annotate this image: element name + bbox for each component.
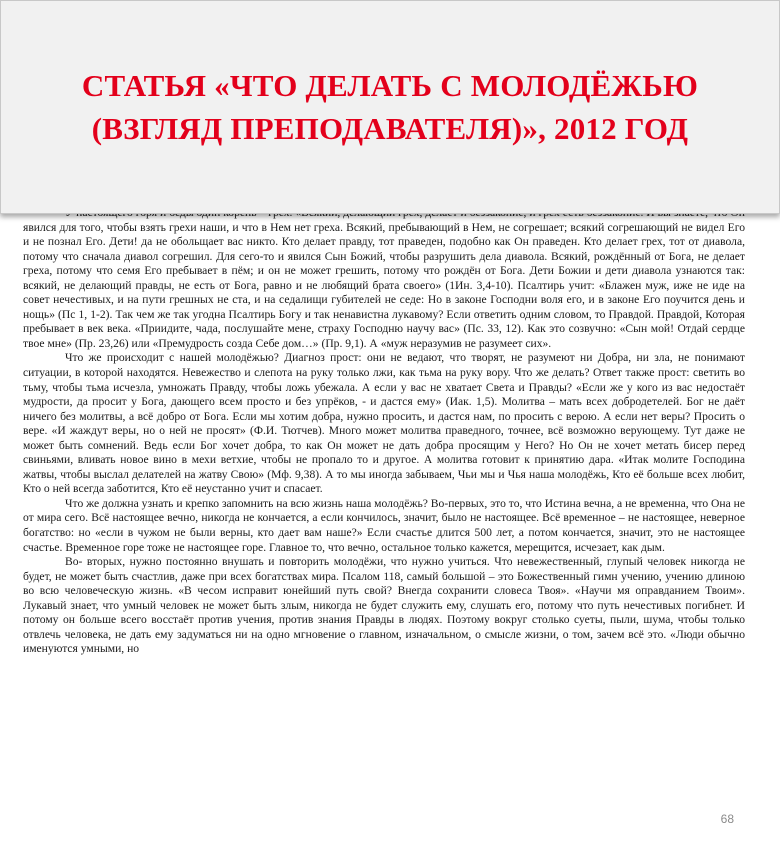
article-paragraph-4: Во- вторых, нужно постоянно внушать и повторить молодёжи, что нужно учиться. Что невежественный, глупый человек никогда не будет, не может быть счастлив, даже при всех богатствах мира. Псалом 118, самый большой – это Божественный гимн учению, учению длиною во всю человеческую жизнь. «В чесом исправит юнейший путь свой? Внегда сохранити словеса Твоя». «Научи мя оправданием Твоим». Лукавый знает, что умный человек не может быть злым, никогда не будет служить ему, слушать его, потому что путь нечестивых погибнет. И потому он больше всего восстаёт против учения, против знания Правды в людях. Поэтому вокруг столько суеты, пыли, шума, чтобы только отвлечь человека, не дать ему задуматься ни на одно мгновение о главном, изначальном, о смысле жизни, о том, зачем всё это. «Люди обычно именуются умными, но bbox=[23, 555, 745, 656]
slide-title-line-2: (ВЗГЛЯД ПРЕПОДАВАТЕЛЯ)», 2012 ГОД bbox=[91, 111, 689, 146]
article-paragraph-1: явился для того, чтобы взять грехи наши, и что в Нем нет греха. Всякий, пребывающий в Нем, не согрешает; всякий согрешающий не видел Его и не познал Его. Дети! да не обольщает вас никто. Кто делает правду, тот праведен, подобно как Он праведен. Кто делает грех, тот от диавола, потому что сначала диавол согрешил. Для сего-то и явился Сын Божий, чтобы разрушить дела диавола. Всякий, рождённый от Бога, не делает греха, потому что семя Его пребывает в пём; и он не может грешить, потому что рождён от Бога. Дети Божии и дети диавола узнаются так: всякий, не делающий правды, не есть от Бога, равно и не любящий брата своего» (1Ин. 3,4-10). Псалтирь учит: «Блажен муж, иже не иде на совет нечестивых, и на пути грешных не ста, и на седалищи губителей не седе: Но в законе Господни воля его, и в законе Его поучится день и нощь» (Пс 1, 1-2). Так чем же так угодна Псалтирь Богу и так ненавистна лукавому? Если ответить одним словом, то Правдой. Правдой, Которая пребывает в век века. «Приидите, чада, послушайте мене, страху Господню научу вас» (Пс. 33, 12). Как это созвучно: «Сын мой! Отдай сердце твое мне» (Пр. 23,26) или «Премудрость созда Себе дом…» (Пр. 9,1). А «муж неразумив не разумеет сих». bbox=[23, 220, 745, 350]
page-number: 68 bbox=[720, 812, 734, 826]
slide-title-line-1: СТАТЬЯ «ЧТО ДЕЛАТЬ С МОЛОДЁЖЬЮ bbox=[81, 68, 699, 103]
article-paragraph-2: Что же происходит с нашей молодёжью? Диагноз прост: они не ведают, что творят, не разумеют ни Добра, ни зла, не понимают ситуации, в которой находятся. Невежество и слепота на руку только лжи, как тьма на руку вору. Что же делать? Ответ также прост: светить во тьму, чтобы тьма исчезла, умножать Правду, чтобы ложь убежала. А если у вас не хватает Света и Правды? «Если же у кого из вас недостаёт мудрости, да просит у Бога, дающего всем просто и без упрёков, - и дастся ему» (Иак. 1,5). Молитва – мать всех добродетелей. Бог не даёт ничего без молитвы, а всё добро от Бога. Если мы хотим добра, нужно просить, и дастся нам, по просить с верою. А если нет веры? Просить о вере. «И жаждут веры, но о ней не просят» (Ф.И. Тютчев). Много может молитва праведного, точнее, всё возможно верующему. Тут даже не может быть сомнений. Ведь если Бог хочет добра, то как Он может не дать добра просящим у Него? Но Он не хочет метать бисер перед свиньями, вливать новое вино в мехи ветхие, чтобы не пропало то и другое. А молитва готовит к принятию дара. «Итак молите Господина жатвы, чтобы выслал делателей на жатву Свою» (Мф. 9,38). А то мы иногда забываем, Чьи мы и Чья наша молодёжь, Кто её больше всех любит, Кто о ней всегда заботится, Кто её неустанно учит и спасает. bbox=[23, 351, 745, 496]
article-paragraph-3: Что же должна узнать и крепко запомнить на всю жизнь наша молодёжь? Во-первых, это то, что Истина вечна, а не временна, что Она не от мира сего. Всё настоящее вечно, никогда не кончается, а если кончилось, значит, было не настоящее. Всё временное – не настоящее, неверное богатство: но «если в чужом не были верны, кто дает вам наше?» Если счастье длится 500 лет, а потом кончается, значит, это не настоящее счастье. Временное горе тоже не настоящее горе. Главное то, что вечно, остальное только кажется, мерещится, исчезает, как дым. bbox=[23, 496, 745, 554]
article-scan bbox=[23, 206, 745, 826]
slide-title bbox=[82, 64, 698, 150]
title-banner bbox=[0, 0, 780, 214]
